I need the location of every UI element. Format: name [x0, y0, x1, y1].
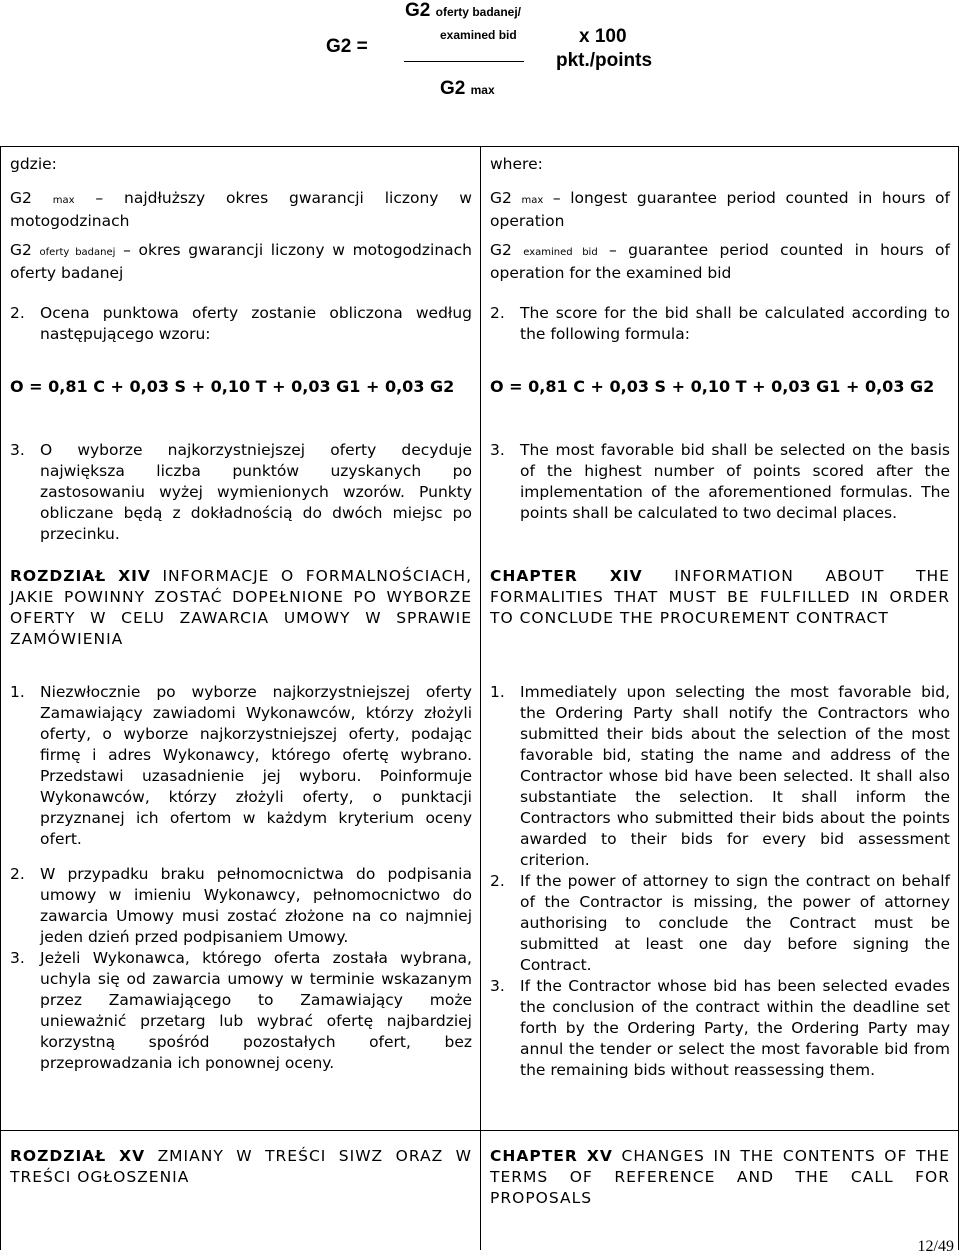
list-item: 3. If the Contractor whose bid has been selected evades the conclusion of the contract within the deadline set forth by the Ordering Party, the Ordering Party may annul the tender or select the most favorable bid from the remaining bids without reassessing them. [490, 977, 950, 1079]
para-2-pl: 2. Ocena punktowa oferty zostanie obliczona według następującego wzoru: [10, 304, 472, 343]
g2of-def-pl: G2 oferty badanej – okres gwarancji liczony w motogodzinach oferty badanej [10, 241, 472, 282]
formula-unit: pkt./points [556, 50, 653, 71]
chapter-15-heading-en: CHAPTER XV CHANGES IN THE CONTENTS OF THE TERMS OF REFERENCE AND THE CALL FOR PROPOSALS [490, 1147, 950, 1207]
g2ex-def-en: G2 examined bid – guarantee period counted in hours of operation for the examined bid [490, 241, 950, 282]
g2max-def-en: G2 max – longest guarantee period counted in hours of operation [490, 189, 950, 230]
formula-denominator: G2 max [440, 78, 495, 99]
chapter-15-heading-pl: ROZDZIAŁ XV ZMIANY W TREŚCI SIWZ ORAZ W TREŚCI OGŁOSZENIA [10, 1147, 473, 1186]
fraction-bar [404, 61, 524, 62]
column-divider [480, 146, 481, 1250]
row-divider [0, 1130, 959, 1131]
list-item: 1. Niezwłocznie po wyborze najkorzystniejszej oferty Zamawiający zawiadomi Wykonawców, którzy złożyli oferty, o wyborze najkorzystniejszej oferty, podając firmę i adres Wykonawcy, którego ofertę wybrano. Przedstawi uzasadnienie jej wyboru. Poinformuje Wykonawców, którzy złożyli oferty, o punktacji przyznanej ich ofertom w każdym kryterium oceny ofert. [10, 683, 472, 848]
score-equation-en: O = 0,81 C + 0,03 S + 0,10 T + 0,03 G1 + 0,03 G2 [490, 377, 935, 396]
where-label-pl: gdzie: [10, 155, 57, 173]
formula-numerator: G2 oferty badanej/ [405, 0, 521, 21]
list-item: 3. Jeżeli Wykonawca, którego oferta została wybrana, uchyla się od zawarcia umowy w terminie wskazanym przez Zamawiającego to Zamawiający może unieważnić przetarg lub wybrać ofertę najbardziej korzystną spośród pozostałych ofert, bez przeprowadzania ich ponownej oceny. [10, 949, 472, 1072]
chapter-14-list-pl [10, 682, 472, 1074]
para-3-pl: 3. O wyborze najkorzystniejszej oferty decyduje największa liczba punktów uzyskanych po zastosowaniu wyżej wymienionych wzorów. Punkty obliczane będą z dokładnością do dwóch miejsc po przecinku. [10, 441, 472, 543]
page-number: 12/49 [917, 1238, 954, 1255]
formula-multiplier: x 100 [579, 26, 627, 47]
g2max-def-pl: G2 max – najdłuższy okres gwarancji liczony w motogodzinach [10, 189, 472, 230]
chapter-14-list-en [490, 682, 950, 1081]
list-item: 1. Immediately upon selecting the most favorable bid, the Ordering Party shall notify the Contractors who submitted their bids about the selection of the most favorable bid, stating the name and address of the Contractor whose bid have been selected. It shall also substantiate the selection. It shall inform the Contractors who submitted their bids about the points awarded to their bids for every bid assessment criterion. [490, 683, 950, 869]
para-3-en: 3. The most favorable bid shall be selected on the basis of the highest number of points scored after the implementation of the aforementioned formulas. The points shall be calculated to two decimal places. [490, 441, 950, 522]
formula-numerator-sub: examined bid [440, 28, 517, 42]
list-item: 2. W przypadku braku pełnomocnictwa do podpisania umowy w imieniu Wykonawcy, pełnomocnictwo do zawarcia Umowy musi zostać złożone na co najmniej jeden dzień przed podpisaniem Umowy. [10, 865, 472, 946]
formula-lhs: G2 = [326, 36, 368, 57]
list-item: 2. If the power of attorney to sign the contract on behalf of the Contractor is missing, the power of attorney authorising to conclude the Contract must be submitted at least one day before signing the Contract. [490, 872, 950, 974]
chapter-14-heading-pl: ROZDZIAŁ XIV INFORMACJE O FORMALNOŚCIACH, JAKIE POWINNY ZOSTAĆ DOPEŁNIONE PO WYBORZE OFERTY W CELU ZAWARCIA UMOWY W SPRAWIE ZAMÓWIENIA [10, 567, 473, 648]
para-2-en: 2. The score for the bid shall be calculated according to the following formula: [490, 304, 950, 343]
table-right-border [958, 146, 959, 1250]
chapter-14-heading-en: CHAPTER XIV INFORMATION ABOUT THE FORMALITIES THAT MUST BE FULFILLED IN ORDER TO CONCLUDE THE PROCUREMENT CONTRACT [490, 567, 950, 627]
score-formula [0, 0, 960, 110]
score-equation-pl: O = 0,81 C + 0,03 S + 0,10 T + 0,03 G1 + 0,03 G2 [10, 377, 455, 396]
where-label-en: where: [490, 155, 543, 173]
